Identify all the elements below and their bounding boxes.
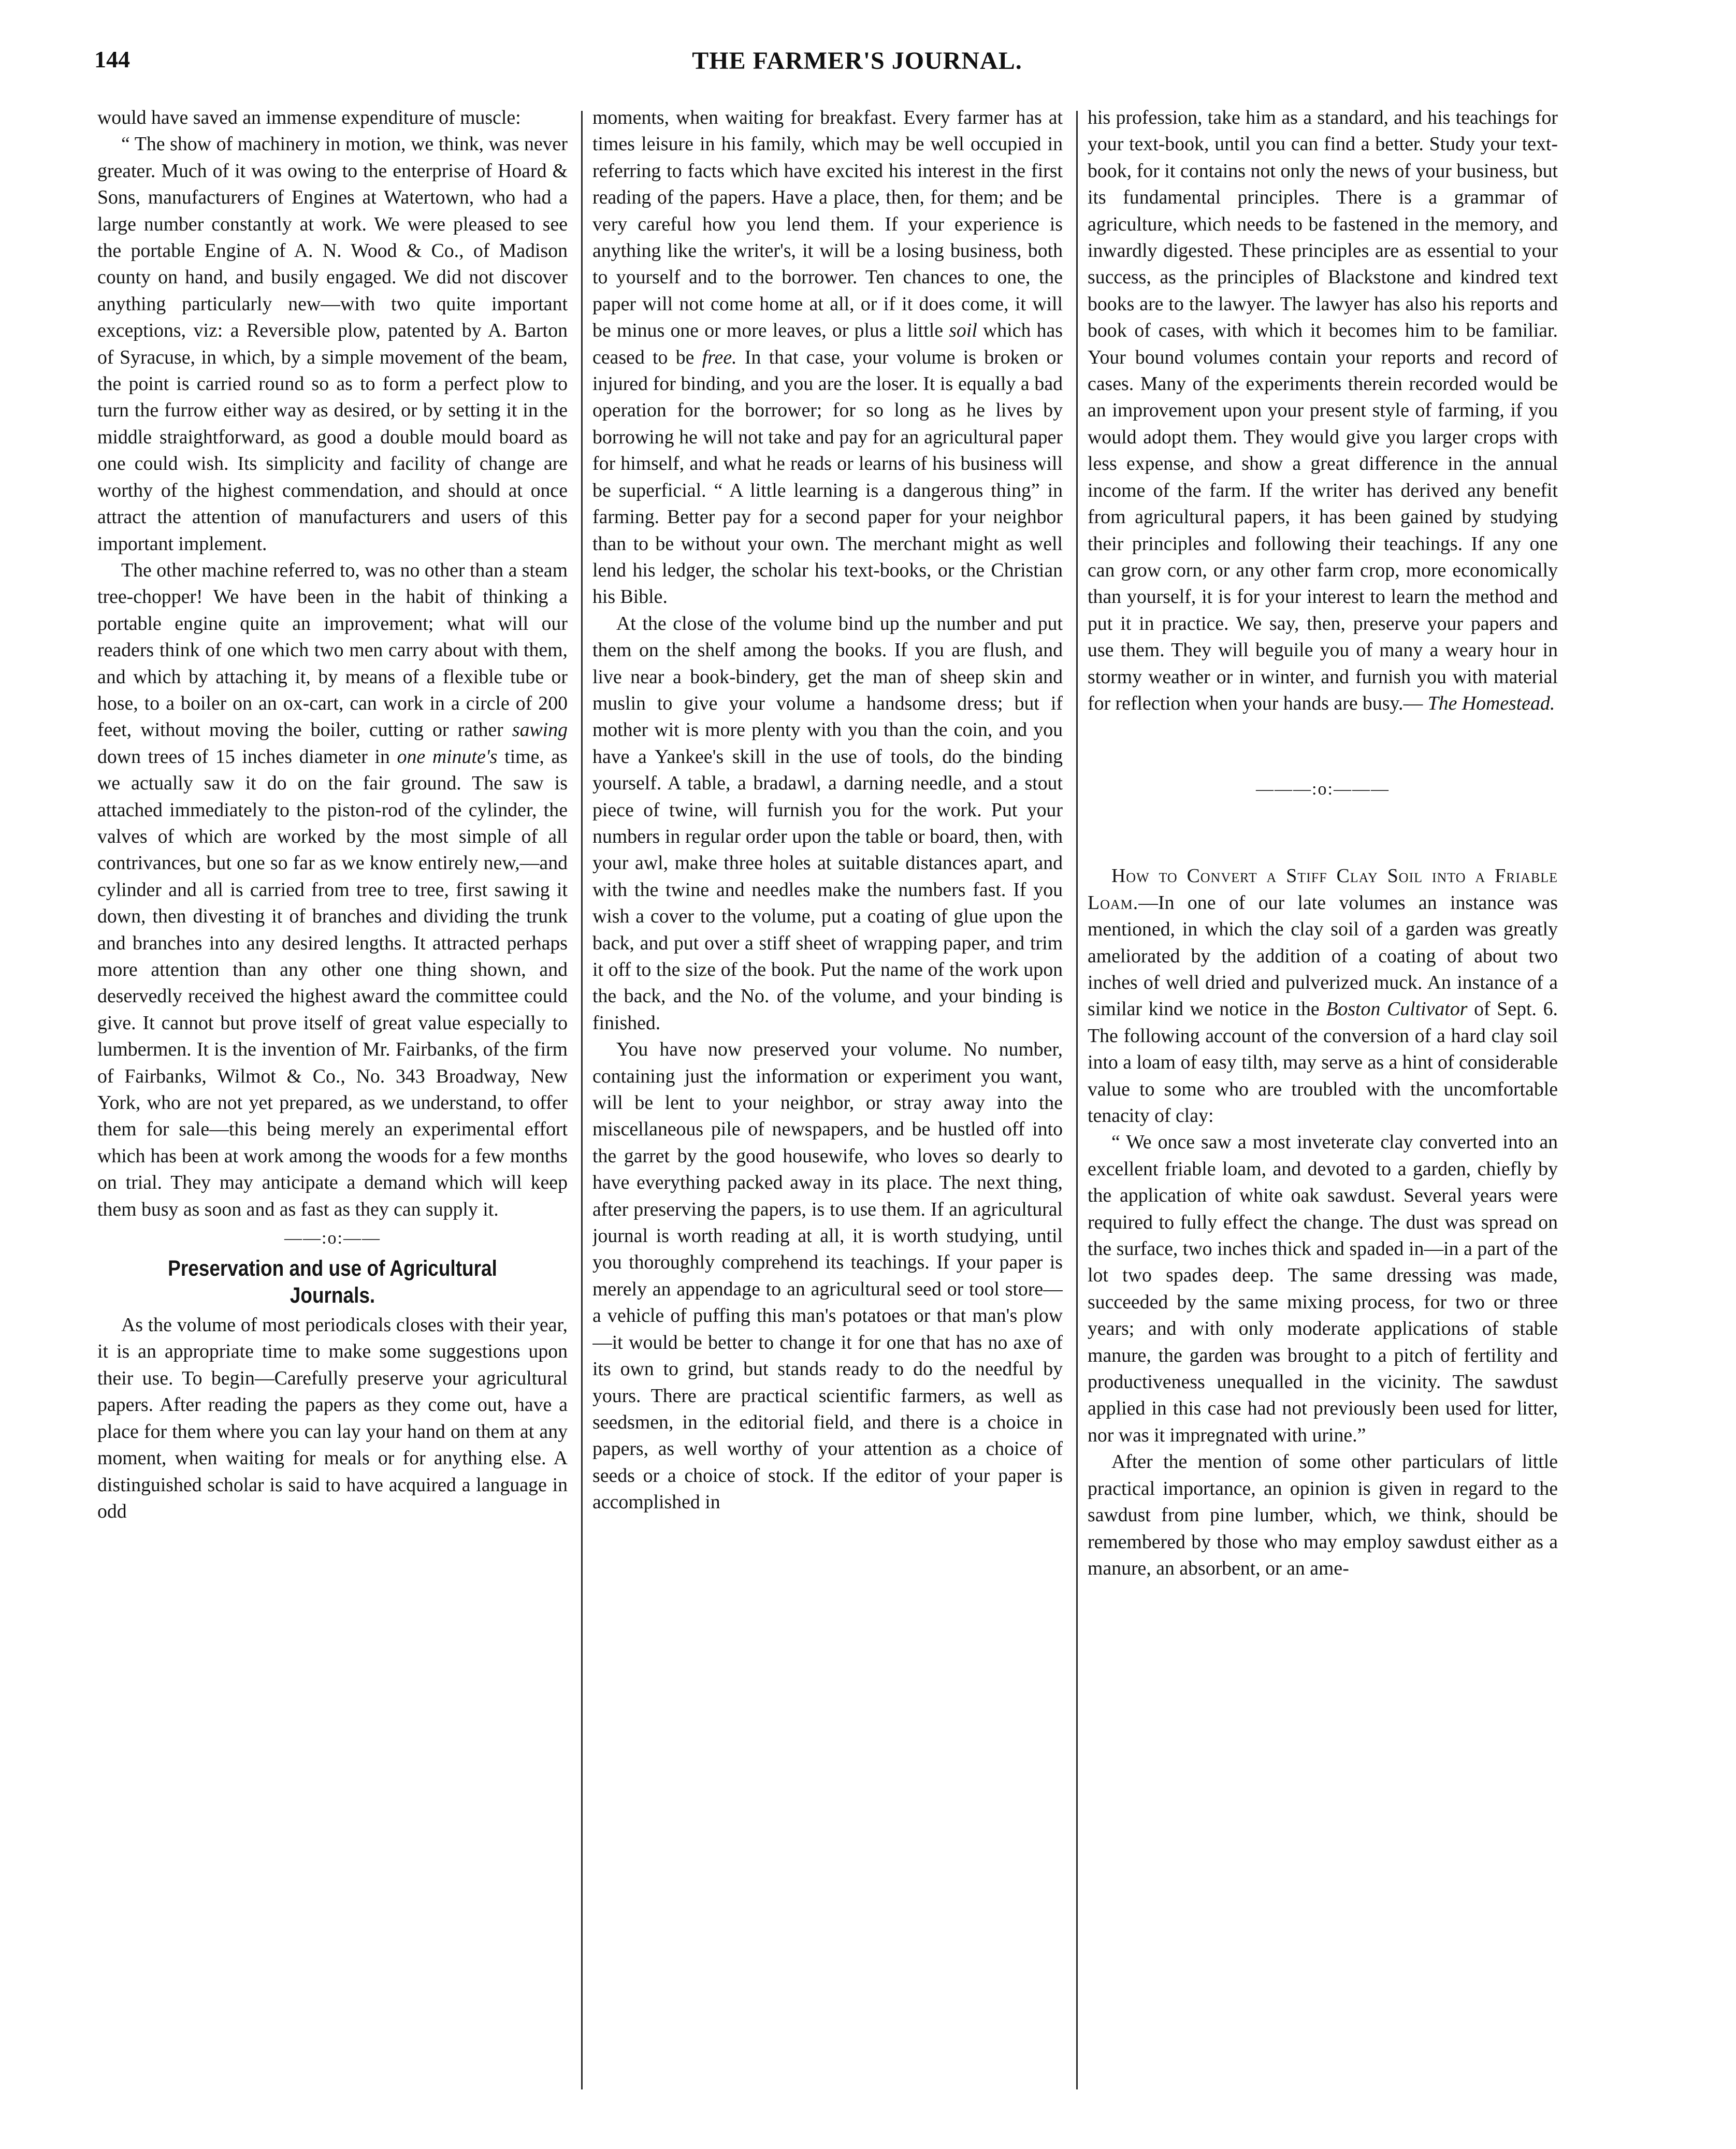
paragraph-binding: At the close of the volume bind up the number and put them on the shelf among the books. If you are flush, and live near a book-bindery, get the man of sheep skin and muslin to give your volume a handsome dress; but if mother wit is more plenty with you than the coin, and you have a Yankee's skill in the use of tools, do the binding yourself. A table, a bradawl, a darning needle, and a stout piece of twine, will furnish you for the work. Put your numbers in regular order upon the table or board, then, with your awl, make three holes at suitable distances apart, and with the twine and needles make the numbers fast. If you wish a cover to the volume, put a coating of glue upon the back, and put over a stiff sheet of wrapping paper, and trim it off to the size of the book. Put the name of the work upon the back, and the No. of the volume, and your binding is finished. bbox=[592, 612, 1063, 1034]
paragraph-machinery: “ The show of machinery in motion, we think, was never greater. Much of it was owing to the enterprise of Hoard & Sons, manufacturers of Engines at Watertown, who had a large number constantly at work. We were pleased to see the portable Engine of A. N. Wood & Co., of Madison county on hand, and busily engaged. We did not discover anything particularly new—with two quite important exceptions, viz: a Reversible plow, patented by A. Barton of Syracuse, in which, by a simple movement of the beam, the point is carried round so as to form a perfect plow to turn the furrow either way as desired, or by setting it in the middle straightforward, as good a double mould board as one could wish. Its simplicity and facility of change are worthy of the highest commendation, and should at once attract the attention of manufacturers and users of this important implement. bbox=[97, 133, 568, 555]
text-run: which has ceased to be bbox=[592, 320, 1063, 368]
article-heading-clay-soil: How to Convert a Stiff Clay Soil into a Friable Loam. bbox=[1088, 865, 1558, 914]
paragraph-muscle: would have saved an immense expenditure of muscle: bbox=[97, 107, 521, 128]
paragraph-sawdust-quote: “ We once saw a most inveterate clay converted into an excellent friable loam, and devoted to a garden, chiefly by the application of white oak sawdust. Several years were required to fully effect the change. The dust was spread on the surface, two inches thick and spaded in—in a part of the lot two spades deep. The same dressing was made, succeeded by the same mixing process, for two or three years; and with only moderate applications of stable manure, the garden was brought to a pitch of fertility and productiveness unequalled in the vicinity. The sawdust applied in this case had not previously been used for litter, nor was it impregnated with urine.” bbox=[1088, 1131, 1558, 1446]
column-2 bbox=[592, 105, 1063, 2125]
spacer bbox=[1088, 717, 1558, 774]
column-3 bbox=[1088, 105, 1558, 2125]
paragraph-lending bbox=[592, 105, 1063, 611]
spacer bbox=[1088, 806, 1558, 863]
emphasis-soil: soil bbox=[949, 320, 977, 342]
text-run: moments, when waiting for breakfast. Every farmer has at times leisure in his family, which may be well occupied in referring to facts which have excited his interest in the first reading of the papers. Have a place, then, for them; and be very careful how you lend them. If your experience is anything like the writer's, it will be a losing business, both to yourself and to the borrower. Ten chances to one, the paper will not come home at all, or if it does come, it will be minus one or more leaves, or plus a little bbox=[592, 107, 1063, 342]
paragraph-preservation-intro: As the volume of most periodicals closes with their year, it is an appropriate time to make some suggestions upon their use. To begin—Carefully preserve your agricultural papers. After reading the papers as they come out, have a place for them where you can lay your hand on them at any moment, when waiting for meals or for anything else. A distinguished scholar is said to have acquired a language in odd bbox=[97, 1314, 568, 1522]
source-credit: The Homestead. bbox=[1427, 692, 1555, 714]
page-number: 144 bbox=[94, 46, 130, 73]
column-1 bbox=[97, 105, 568, 2125]
text-run: —In one of our late volumes an instance was mentioned, in which the clay soil of a garden was greatly ameliorated by the addition of a coating of about two inches of well dried and pulverized muck. An instance of a similar kind we notice in the bbox=[1088, 891, 1558, 1020]
column-divider-2 bbox=[1076, 111, 1078, 2089]
text-run: time, as we actually saw it do on the fair ground. The saw is attached immediately to the piston-rod of the cylinder, the valves of which are worked by the most simple of all contrivances, but one so far as we know entirely new,—and cylinder and all is carried from tree to tree, first sawing it down, then divesting it of branches and dividing the trunk and branches into any desired lengths. It attracted perhaps more attention than any other one thing shown, and deservedly received the highest award the committee could give. It cannot but prove itself of great value especially to lumbermen. It is the invention of Mr. Fairbanks, of the firm of Fairbanks, Wilmot & Co., No. 343 Broadway, New York, who are not yet prepared, as we understand, to offer them for sale—this being merely an experimental effort which has been at work among the woods for a few months on trial. They may anticipate a demand which will keep them busy as soon and as fast as they can supply it. bbox=[97, 745, 568, 1220]
emphasis-boston-cultivator: Boston Cultivator bbox=[1326, 998, 1468, 1020]
section-divider: ———:o:——— bbox=[1256, 780, 1390, 799]
paragraph-clay-soil bbox=[1088, 863, 1558, 1129]
text-run: down trees of 15 inches diameter in bbox=[97, 745, 397, 768]
text-run: In that case, your volume is broken or injured for binding, and you are the loser. It is equally a bad operation for the borrower; for so long as he lives by borrowing he will not take and pay for an agricultural paper for himself, and what he reads or learns of his business will be superficial. “ A little learning is a dangerous thing” in farming. Better pay for a second paper for your neighbor than to be without your own. The merchant might as well lend his ledger, the scholar his text-books, or the Christian his Bible. bbox=[592, 346, 1063, 608]
text-run: The other machine referred to, was no other than a steam tree-chopper! We have been in the habit of thinking a portable engine quite an improvement; what will our readers think of one which two men carry about with them, and which by attaching it, by means of a flexible tube or hose, to a boiler on an ox-cart, can work in a circle of 200 feet, without moving the boiler, cutting or rather bbox=[97, 559, 568, 741]
text-run: of Sept. 6. The following account of the conversion of a hard clay soil into a loam of easy tilth, may serve as a hint of considerable value to some who are troubled with the uncomfortable tenacity of clay: bbox=[1088, 998, 1558, 1127]
column-divider-1 bbox=[581, 111, 583, 2089]
page-header bbox=[0, 0, 1736, 93]
paragraph-pine-sawdust: After the mention of some other particulars of little practical importance, an opinion is given in regard to the sawdust from pine lumber, which, we think, should be remembered by those who may employ sawdust either as a manure, an absorbent, or an ame- bbox=[1088, 1451, 1558, 1579]
running-title: THE FARMER'S JOURNAL. bbox=[692, 47, 1022, 75]
emphasis-free: free. bbox=[702, 346, 737, 368]
emphasis-sawing: sawing bbox=[512, 719, 568, 741]
section-divider: ——:o:—— bbox=[284, 1229, 381, 1248]
emphasis-one-minute: one minute's bbox=[397, 745, 498, 768]
paragraph-tree-chopper bbox=[97, 557, 568, 1223]
article-heading-preservation: Preservation and use of Agricultural Journals. bbox=[168, 1256, 497, 1308]
text-run: his profession, take him as a standard, and his teachings for your text-book, until you can find a better. Study your text-book, for it contains not only the news of your business, but its fundamental principles. There is a grammar of agriculture, which needs to be fastened in the memory, and inwardly digested. These principles are as essential to your success, as the principles of Blackstone and kindred text books are to the lawyer. The lawyer has also his reports and book of cases, with which it becomes him to be familiar. Your bound volumes contain your reports and record of cases. Many of the experiments therein recorded would be an improvement upon your present style of farming, if you would adopt them. They would give you larger crops with less expense, and show a great difference in the annual income of the farm. If the writer has derived any benefit from agricultural papers, it has been gained by studying their principles and following their teachings. If any one can grow corn, or any other farm crop, more economically than yourself, it is for your interest to learn the method and put it in practice. We say, then, preserve your papers and use them. They will beguile you of many a weary hour in stormy weather or in winter, and furnish you with material for reflection when your hands are busy.— bbox=[1088, 107, 1558, 714]
paragraph-use: You have now preserved your volume. No number, containing just the information or experiment you want, will be lent to your neighbor, or stray away into the miscellaneous pile of newspapers, and be hustled off into the garret by the good housewife, who loves so dearly to have everything packed away in its place. The next thing, after preserving the papers, is to use them. If an agricultural journal is worth reading at all, it is worth studying, until you thoroughly comprehend its teachings. If your paper is merely an appendage to an agricultural seed or tool store—a vehicle of puffing this man's potatoes or that man's plow—it would be better to change it for one that has no axe of its own to grind, but stands ready to do the needful by yours. There are practical scientific farmers, as well as seedsmen, in the editorial field, and there is a choice in papers, as well worthy of your attention as a choice of seeds or a choice of stock. If the editor of your paper is accomplished in bbox=[592, 1039, 1063, 1513]
paragraph-standard bbox=[1088, 105, 1558, 717]
